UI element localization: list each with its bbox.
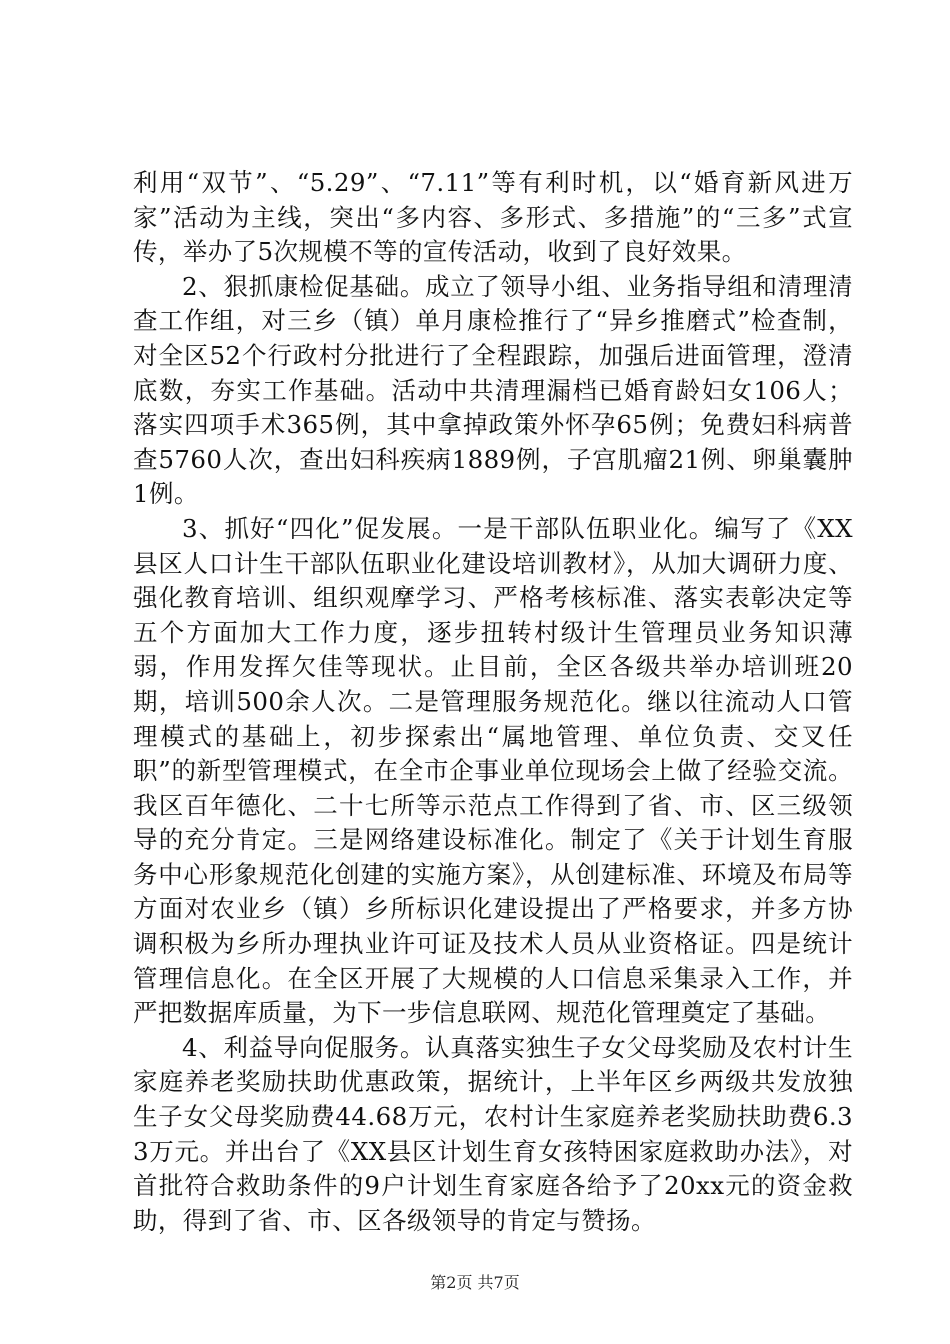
paragraph-item-2: 2、狠抓康检促基础。成立了领导小组、业务指导组和清理清查工作组，对三乡（镇）单月康检推行了“异乡推磨式”检查制，对全区52个行政村分批进行了全程跟踪，加强后进面管理，澄清底数，夯实工作基础。活动中共清理漏档已婚育龄妇女106人；落实四项手术365例，其中拿掉政策外怀孕65例；免费妇科病普查5760人次，查出妇科疾病1889例，子宫肌瘤21例、卵巢囊肿1例。 xyxy=(133,271,853,509)
paragraph-item-4: 4、利益导向促服务。认真落实独生子女父母奖励及农村计生家庭养老奖励扶助优惠政策，据统计，上半年区乡两级共发放独生子女父母奖励费44.68万元，农村计生家庭养老奖励扶助费6.33万元。并出台了《XX县区计划生育女孩特困家庭救助办法》，对首批符合救助条件的9户计划生育家庭各给予了20xx元的资金救助，得到了省、市、区各级领导的肯定与赞扬。 xyxy=(133,1032,853,1235)
paragraph-continuation: 利用“双节”、“5.29”、“7.11”等有利时机，以“婚育新风进万家”活动为主线，突出“多内容、多形式、多措施”的“三多”式宣传，举办了5次规模不等的宣传活动，收到了良好效果。 xyxy=(133,168,853,267)
page-number-footer: 第2页 共7页 xyxy=(430,1273,520,1292)
paragraph-item-3: 3、抓好“四化”促发展。一是干部队伍职业化。编写了《XX县区人口计生干部队伍职业化建设培训教材》，从加大调研力度、强化教育培训、组织观摩学习、严格考核标准、落实表彰决定等五个方面加大工作力度，逐步扭转村级计生管理员业务知识薄弱，作用发挥欠佳等现状。止目前，全区各级共举办培训班20期，培训500余人次。二是管理服务规范化。继以往流动人口管理模式的基础上，初步探索出“属地管理、单位负责、交叉任职”的新型管理模式，在全市企事业单位现场会上做了经验交流。我区百年德化、二十七所等示范点工作得到了省、市、区三级领导的充分肯定。三是网络建设标准化。制定了《关于计划生育服务中心形象规范化创建的实施方案》，从创建标准、环境及布局等方面对农业乡（镇）乡所标识化建设提出了严格要求，并多方协调积极为乡所办理执业许可证及技术人员从业资格证。四是统计管理信息化。在全区开展了大规模的人口信息采集录入工作，并严把数据库质量，为下一步信息联网、规范化管理奠定了基础。 xyxy=(133,513,853,1028)
document-body xyxy=(133,166,853,1238)
